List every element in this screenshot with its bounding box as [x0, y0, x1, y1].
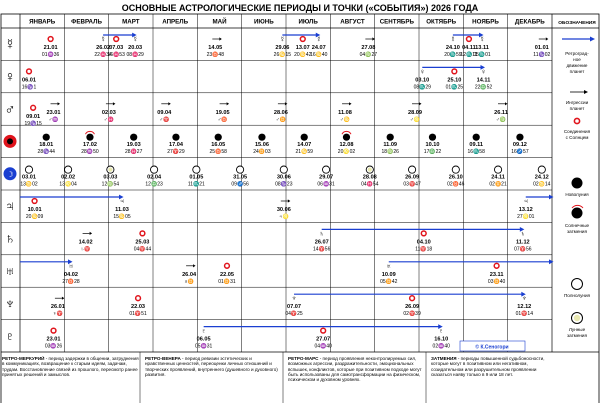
pluto-symbol: ♇ [4, 327, 16, 345]
ingress-arrowhead [62, 297, 65, 300]
event-info: 21♋59 [295, 149, 313, 156]
event-date: 26.01 [50, 304, 65, 311]
ingress-arrowhead [419, 102, 422, 105]
event-date: 29.07 [319, 174, 334, 181]
legend-fullmoon-text: Полнолуния [564, 293, 590, 298]
new-moon-mark [43, 134, 50, 141]
event-date: 16.10 [434, 336, 449, 343]
legend [558, 20, 596, 338]
legend-conj-mark [574, 118, 579, 123]
event-info: 13♋02 [20, 181, 38, 188]
event-info: 01♏25 [445, 84, 464, 91]
neptune-conjunction-mark [136, 296, 141, 301]
legend-newmoon-text: Новолуния [565, 192, 589, 197]
event-info: 03♈47 [403, 181, 421, 188]
uranus-symbol: ♅ [4, 263, 16, 280]
event-info: 17♎22 [423, 149, 442, 156]
event-date: 31.05 [233, 174, 248, 181]
event-info: 04♈44 [133, 246, 152, 253]
uranus-conjunction-mark [225, 263, 230, 268]
event-date: 30.06 [276, 174, 291, 181]
jupiter-symbol: ♃ [4, 198, 16, 216]
event-date: 14.11 [476, 77, 491, 84]
event-date: 07.07 [287, 304, 302, 311]
lunar-eclipse-glow [368, 168, 372, 172]
new-moon-mark [473, 134, 480, 141]
event-info: 28♑44 [37, 149, 55, 156]
event-date: 28.06 [273, 109, 288, 116]
event-info: 28♓27 [125, 149, 143, 156]
event-date: 26.09 [405, 174, 420, 181]
moon-glyph: ☽ [6, 169, 14, 179]
full-moon-mark [494, 166, 501, 173]
event-date: 06.01 [22, 77, 36, 84]
legend-lunar-text: Лунные затмения [567, 327, 587, 338]
event-info: ♄♈ [80, 246, 91, 253]
event-date: 12.08 [339, 142, 354, 149]
ingress-arrowhead [193, 264, 196, 267]
direct-station-mark: ☿ [479, 34, 485, 44]
event-info: 27♈29 [167, 149, 185, 156]
mercury-conjunction-mark [467, 37, 472, 42]
sun-core [7, 138, 13, 144]
event-info: 16♋40 [310, 52, 328, 58]
event-info: 16♏58 [467, 149, 485, 156]
event-info: 28♒50 [81, 149, 99, 156]
new-moon-mark [387, 134, 394, 141]
event-info: 11♑02 [533, 52, 551, 58]
event-date: 14.05 [208, 45, 223, 51]
footnote-eclipses: ЗАТМЕНИЯ - периоды повышенной судьбоносности, которые могут в позитивном или негативном, созидательном или разрушительном проявлении сказаться наяву только в 9 или 18 лет. [431, 356, 545, 377]
event-info: 01♈14 [515, 311, 533, 318]
venus-conjunction-mark [27, 69, 32, 74]
event-date: 02.04 [147, 174, 162, 181]
lunar-eclipse-glow [108, 168, 112, 172]
ingress-arrowhead [168, 102, 171, 105]
retro-station-mark: ♀ [419, 66, 426, 76]
event-info: 02♒40 [432, 343, 450, 350]
event-date: 03.03 [103, 174, 118, 181]
month-label: ИЮЛЬ [298, 18, 318, 26]
event-date: 26.04 [182, 271, 197, 278]
event-info: 20♋42 [294, 52, 312, 58]
event-date: 12.12 [517, 304, 532, 311]
full-moon-mark [280, 166, 287, 173]
event-info: ♂♒ [48, 116, 59, 123]
event-date: 27.08 [361, 45, 376, 51]
legend-header: ОБОЗНАЧЕНИЯ [558, 21, 596, 26]
event-info: 04♓54 [361, 181, 379, 188]
month-label: ФЕВРАЛЬ [71, 18, 102, 26]
legend-retro-text: Ретроград-ное движение планет [565, 51, 589, 74]
event-date: 18.01 [39, 142, 54, 149]
event-info: ♂♊ [275, 116, 286, 123]
event-date: 24.12 [534, 174, 549, 181]
mercury-symbol: ☿ [4, 36, 16, 54]
full-moon-mark [236, 166, 243, 173]
event-date: 02.02 [61, 174, 76, 181]
event-date: 26.02 [96, 45, 111, 51]
event-info: 18♍26 [381, 149, 399, 156]
event-info: ♅♊ [184, 278, 195, 285]
event-info: 08♓29 [126, 52, 144, 58]
event-info: 05♒31 [194, 343, 213, 350]
event-date: 11.12 [515, 239, 530, 246]
retro-station-mark: ♅ [385, 261, 392, 271]
event-info: 03♊40 [487, 278, 506, 285]
event-info: 20♏59 [444, 52, 462, 58]
ingress-arrowhead [546, 37, 549, 40]
event-info: 02♈39 [403, 311, 421, 318]
event-info: ♆♈ [52, 311, 63, 318]
event-info: 08♏29 [413, 84, 431, 91]
event-info: 13♌04 [59, 181, 77, 188]
new-moon-mark [429, 134, 436, 141]
venus-conjunction-mark [452, 69, 457, 74]
event-info: 01♈51 [129, 311, 147, 318]
saturn-symbol: ♄ [4, 230, 16, 248]
event-date: 13.07 [295, 45, 310, 51]
legend-ingress-text: Ингрессии планет [565, 100, 589, 111]
event-date: 22.03 [131, 304, 146, 311]
legend-newmoon-mark [572, 178, 583, 189]
event-info: ♂♍ [495, 116, 506, 123]
event-date: 10.01 [27, 207, 42, 213]
event-date: 03.10 [415, 77, 430, 84]
retro-station-mark: ☿ [450, 34, 456, 44]
event-info: 12♎23 [145, 181, 163, 188]
mercury-conjunction-mark [48, 37, 53, 42]
event-info: ♂♋ [340, 116, 351, 123]
event-date: 10.10 [425, 142, 440, 149]
full-moon-mark [322, 166, 329, 173]
event-date: 09.01 [26, 113, 41, 120]
event-info: 27♉28 [62, 278, 80, 285]
event-date: 19.03 [126, 142, 141, 149]
event-info: 20♌02 [337, 149, 356, 156]
event-date: 25.03 [135, 239, 150, 246]
event-date: 03.01 [22, 174, 36, 181]
event-info: 24♊03 [253, 149, 271, 156]
month-label: МАЙ [212, 18, 227, 26]
direct-station-mark: ♄ [520, 228, 526, 238]
event-info: 07♈56 [514, 246, 532, 253]
event-date: 10.09 [381, 271, 396, 278]
event-info: 01♊31 [218, 278, 236, 285]
legend-solar-mark [572, 208, 583, 219]
ingress-arrowhead [90, 232, 93, 235]
event-date: 14.07 [297, 142, 312, 149]
month-label: ОКТЯБРЬ [426, 18, 457, 26]
event-date: 20.03 [128, 45, 143, 51]
mars-conjunction-mark [31, 105, 36, 110]
event-info: 04♈25 [285, 311, 303, 318]
new-moon-mark [130, 134, 137, 141]
event-info: 16♓53 [107, 52, 125, 58]
mars-symbol: ♂ [4, 101, 16, 118]
event-date: 01.05 [189, 174, 204, 181]
new-moon-mark [258, 134, 265, 141]
event-info: 22♎52 [474, 84, 493, 91]
full-moon-mark [150, 166, 157, 173]
legend-fullmoon-mark [572, 279, 583, 290]
event-date: 17.04 [168, 142, 183, 149]
event-info: ♂♈ [159, 116, 170, 123]
event-date: 22.05 [219, 271, 234, 278]
event-date: 19.05 [215, 109, 230, 116]
event-info: 04♍27 [359, 52, 378, 58]
event-date: 07.03 [109, 45, 124, 51]
event-date: 09.04 [157, 109, 172, 116]
event-info: 16♑1 [21, 84, 37, 91]
event-date: 28.09 [407, 109, 422, 116]
month-label: НОЯБРЬ [472, 18, 499, 26]
event-info: 11♈18 [415, 246, 433, 253]
event-info: 15♋05 [113, 214, 131, 220]
event-date: 23.01 [46, 109, 61, 116]
event-date: 26.07 [314, 239, 329, 246]
solar-eclipse-mark [343, 134, 350, 141]
event-info: 16♐57 [511, 149, 529, 156]
event-date: 11.03 [115, 207, 129, 213]
event-info: 02♊21 [489, 181, 507, 188]
saturn-conjunction-mark [421, 231, 426, 236]
event-info: 05♊42 [380, 278, 398, 285]
event-info: 04♒40 [314, 343, 332, 350]
ingress-arrowhead [227, 102, 230, 105]
event-date: 13.12 [518, 207, 533, 213]
event-date: 17.02 [82, 142, 97, 149]
event-info: 03♒26 [44, 343, 63, 350]
event-info: 08♑23 [275, 181, 293, 188]
event-info: ♂♉ [217, 116, 228, 123]
direct-station-mark: ♆ [521, 293, 528, 303]
event-date: 14.02 [78, 239, 93, 246]
event-date: 28.08 [362, 174, 377, 181]
mercury-conjunction-mark [114, 37, 119, 42]
event-info: 19♑15 [24, 120, 42, 127]
events [20, 35, 550, 350]
event-date: 04.02 [64, 271, 79, 278]
event-info: 11♏21 [187, 181, 205, 188]
month-label: МАРТ [122, 18, 140, 26]
pluto-conjunction-mark [51, 328, 56, 333]
ingress-arrowhead [349, 102, 352, 105]
month-label: СЕНТЯБРЬ [379, 18, 414, 26]
full-moon-mark [64, 166, 71, 173]
full-moon-mark [193, 166, 200, 173]
event-date: 23.11 [489, 271, 504, 278]
new-moon-mark [215, 134, 222, 141]
event-date: 04.11 [462, 45, 476, 51]
direct-station-mark: ☿ [132, 34, 138, 44]
retro-station-mark: ☿ [100, 34, 106, 44]
venus-symbol: ♀ [4, 68, 16, 86]
event-info: 05♏01 [473, 52, 491, 58]
event-date: 01.01 [534, 45, 549, 51]
new-moon-mark [516, 134, 523, 141]
event-info: 01♒36 [41, 52, 60, 58]
event-date: 25.10 [447, 77, 462, 84]
full-moon-mark [25, 166, 32, 173]
event-info: ♂♓ [103, 116, 114, 123]
event-date: 21.01 [43, 45, 58, 51]
event-info: 20♋09 [25, 214, 44, 220]
uranus-conjunction-mark [494, 263, 499, 268]
month-label: ДЕКАБРЬ [514, 18, 545, 26]
pluto-conjunction-mark [321, 328, 326, 333]
event-date: 26.10 [448, 174, 463, 181]
ingress-arrowhead [288, 199, 291, 202]
event-date: 15.06 [254, 142, 269, 149]
event-date: 24.11 [491, 174, 505, 181]
planet-symbols [4, 36, 17, 345]
ingress-arrowhead [58, 102, 61, 105]
footnote-retro-venus: РЕТРО-ВЕНЕРА - период ревизии эстетических и нравственных ценностей, переоценки личных отношений и творческих проявлений, внутреннего (душевного и духовного) развития. [145, 356, 278, 377]
event-date: 24.07 [311, 45, 326, 51]
event-date: 27.07 [316, 336, 331, 343]
legend-retro-arrowhead [590, 37, 595, 42]
event-info: 02♉46 [447, 181, 465, 188]
month-headers [29, 18, 545, 26]
neptune-symbol: ♆ [4, 295, 16, 313]
event-date: 11.09 [383, 142, 398, 149]
ingress-arrowhead [505, 102, 508, 105]
retro-station-mark: ♇ [200, 326, 207, 336]
event-date: 13.11 [475, 45, 489, 51]
full-moon-mark [408, 166, 415, 173]
month-label: ЯНВАРЬ [29, 18, 56, 26]
event-date: 24.10 [445, 45, 460, 51]
footnote-retro-mars: РЕТРО-МАРС - период проявления неконтролируемых сил, возможных агрессии, раздражительности, эмоциональных вспышек, конфликтов, которые при позитивном подходе могут быть использованы для самотрансформации на физическом, психическом и духовном уровнях. [288, 356, 422, 383]
event-info: 02♋14 [533, 181, 551, 188]
full-moon-mark [452, 166, 459, 173]
retro-period-arrowhead [549, 195, 554, 200]
direct-station-mark: ♅ [68, 261, 74, 271]
event-date: 29.06 [275, 45, 290, 51]
new-moon-mark [172, 134, 179, 141]
event-date: 06.05 [196, 336, 211, 343]
event-info: 06♒31 [317, 181, 335, 188]
event-info: 12♍54 [101, 181, 120, 188]
month-label: АВГУСТ [340, 18, 365, 26]
jupiter-conjunction-mark [32, 199, 37, 204]
event-date: 26.09 [405, 304, 420, 311]
retro-station-mark: ♄ [318, 228, 325, 238]
event-date: 11.08 [338, 109, 352, 116]
direct-station-mark: ♃ [119, 196, 125, 206]
direct-station-mark: ♇ [438, 326, 445, 336]
direct-station-mark: ☿ [315, 34, 322, 44]
event-date: 09.11 [469, 142, 484, 149]
chart-title: ОСНОВНЫЕ АСТРОЛОГИЧЕСКИЕ ПЕРИОДЫ И ТОЧКИ («СОБЫТИЯ») 2026 ГОДА [121, 3, 479, 13]
copyright-box [460, 341, 525, 351]
event-info: 12♏11 [460, 52, 478, 58]
event-date: 30.06 [276, 207, 291, 213]
retro-station-mark: ☿ [279, 34, 286, 44]
event-date: 09.12 [512, 142, 527, 149]
event-info: 26♋15 [273, 52, 292, 58]
event-info: ♂♌ [409, 116, 420, 123]
neptune-conjunction-mark [410, 296, 415, 301]
direct-station-mark: ♀ [480, 66, 487, 76]
event-info: 22♓34 [94, 52, 112, 58]
event-info: 27♌01 [517, 214, 535, 220]
copyright-text: © К.Сеногори [475, 344, 509, 351]
event-info: 25♉58 [209, 149, 227, 156]
month-label: ИЮНЬ [253, 18, 274, 26]
footnote-retro-mercury: РЕТРО-МЕРКУРИЙ - период задержки в общении, затруднения в коммуникациях, возвращение к старым идеям, задачам, трудам. Восстановление связей из прошлого, пересмотр ранее принятых решений и замыслов. [2, 356, 139, 377]
event-info: ♃♌ [278, 214, 289, 220]
ingress-arrowhead [219, 37, 222, 40]
full-moon-mark [538, 166, 545, 173]
retro-station-mark: ♃ [522, 196, 529, 206]
legend-ingress-arrowhead [584, 90, 588, 94]
event-date: 26.11 [494, 109, 508, 116]
retro-period-arrowhead [549, 259, 554, 264]
mercury-conjunction-mark [300, 37, 305, 42]
event-date: 02.03 [101, 109, 116, 116]
event-date: 23.01 [46, 336, 61, 343]
event-info: 23♉48 [206, 52, 224, 58]
legend-lunar-glow [574, 315, 580, 321]
saturn-conjunction-mark [140, 231, 145, 236]
month-label: АПРЕЛЬ [162, 18, 189, 26]
new-moon-mark [301, 134, 308, 141]
event-info: 14♈56 [313, 246, 331, 253]
legend-conj-text: Соединения с Солнцем [563, 129, 591, 140]
legend-solar-text: Солнечные затмения [564, 223, 590, 234]
retro-station-mark: ♆ [291, 293, 297, 303]
event-date: 16.05 [211, 142, 226, 149]
ingress-arrowhead [113, 102, 116, 105]
event-info: 09♐56 [231, 181, 249, 188]
event-date: 04.10 [416, 239, 431, 246]
solar-eclipse-mark [86, 134, 93, 141]
